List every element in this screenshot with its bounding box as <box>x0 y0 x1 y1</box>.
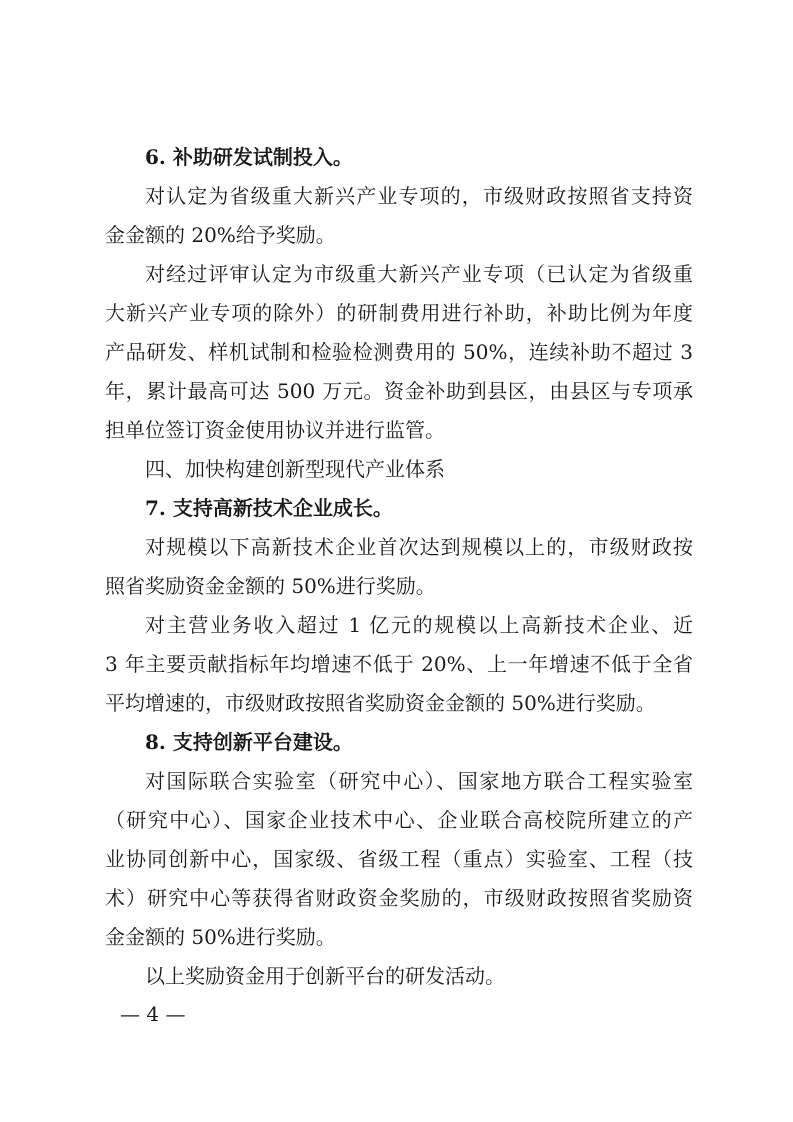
section-heading-8: 8. 支持创新平台建设。 <box>145 730 353 754</box>
paragraph-line: （研究中心）、国家企业技术中心、企业联合高校院所建立的产 <box>105 808 693 832</box>
paragraph-line: 业协同创新中心，国家级、省级工程（重点）实验室、工程（技 <box>105 847 693 871</box>
section-heading-7: 7. 支持高新技术企业成长。 <box>145 496 393 520</box>
paragraph-line: 对国际联合实验室（研究中心）、国家地方联合工程实验室 <box>145 769 693 793</box>
paragraph-line: 照省奖励资金金额的 50%进行奖励。 <box>105 574 436 598</box>
paragraph-line: 担单位签订资金使用协议并进行监管。 <box>105 418 445 442</box>
page-number: — 4 — <box>120 1002 186 1026</box>
paragraph-line: 平均增速的，市级财政按照省奖励资金金额的 50%进行奖励。 <box>105 691 656 715</box>
paragraph-line: 金金额的 20%给予奖励。 <box>105 223 336 247</box>
paragraph-line: 以上奖励资金用于创新平台的研发活动。 <box>145 964 505 988</box>
paragraph-line: 对经过评审认定为市级重大新兴产业专项（已认定为省级重 <box>145 262 693 286</box>
paragraph-line: 术）研究中心等获得省财政资金奖励的，市级财政按照省奖励资 <box>105 886 693 910</box>
chapter-heading-4: 四、加快构建创新型现代产业体系 <box>145 457 445 481</box>
paragraph-line: 对认定为省级重大新兴产业专项的，市级财政按照省支持资 <box>145 184 693 208</box>
paragraph-line: 对主营业务收入超过 1 亿元的规模以上高新技术企业、近 <box>145 613 693 637</box>
paragraph-line: 年，累计最高可达 500 万元。资金补助到县区，由县区与专项承 <box>105 379 693 403</box>
paragraph-line: 大新兴产业专项的除外）的研制费用进行补助，补助比例为年度 <box>105 301 693 325</box>
paragraph-line: 金金额的 50%进行奖励。 <box>105 925 336 949</box>
paragraph-line: 对规模以下高新技术企业首次达到规模以上的，市级财政按 <box>145 535 693 559</box>
paragraph-line: 产品研发、样机试制和检验检测费用的 50%，连续补助不超过 3 <box>105 340 693 364</box>
section-heading-6: 6. 补助研发试制投入。 <box>145 145 353 169</box>
paragraph-line: 3 年主要贡献指标年均增速不低于 20%、上一年增速不低于全省 <box>105 652 693 676</box>
